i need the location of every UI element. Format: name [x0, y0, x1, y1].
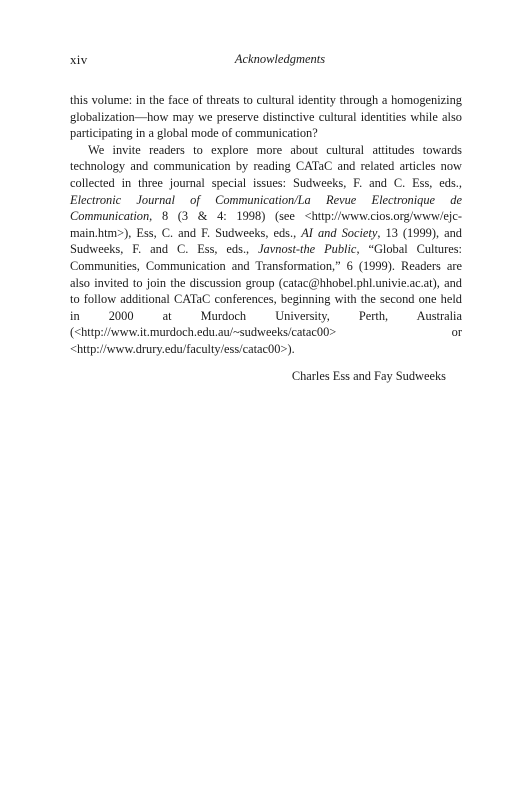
paragraph-text: , 13 (1999), and Sudweeks, F. and C. Ess, eds., — [70, 225, 462, 257]
journal-title: AI and Society — [301, 225, 378, 240]
paragraph-invitation — [70, 142, 462, 358]
journal-title: Electronic Journal of Communication/La Revue Electronique de Communication — [70, 192, 462, 224]
paragraph-text: , 8 (3 & 4: 1998) (see <http://www.cios.org/www/ejcmain.htm>), Ess, C. and F. Sudweeks, eds., — [70, 209, 462, 240]
body-text — [70, 92, 462, 358]
running-title: Acknowledgments — [234, 52, 326, 66]
journal-title: Javnost-the Public — [258, 242, 357, 257]
paragraph-text: We invite readers to explore more about cultural attitudes towards technology and communication by reading CATaC and related articles now collected in three journal special issues: Sudweeks, F. and C. Ess, eds., — [70, 142, 462, 190]
book-page — [70, 50, 462, 384]
running-head — [70, 50, 462, 70]
paragraph-text: , “Global Cultures: Communities, Communication and Transformation,” 6 (1999). Readers are also invited to join the discussion group (catac@hhobel.​phl.univie.ac.at), and to follow additional CATaC conferences, beginning with the second one held in 2000 at Murdoch University, Perth, Australia (<http://www.it.murdoch.edu.au/~sudweeks/catac00> or <http://www.drury.edu/faculty/ess/catac00>). — [70, 242, 463, 356]
signature: Charles Ess and Fay Sudweeks — [291, 368, 446, 383]
paragraph-continuation: this volume: in the face of threats to cultural identity through a homogenizing globalization—how may we preserve distinctive cultural identities while also participating in a global mode of communication? — [70, 93, 462, 141]
page-number: xiv — [70, 52, 88, 67]
